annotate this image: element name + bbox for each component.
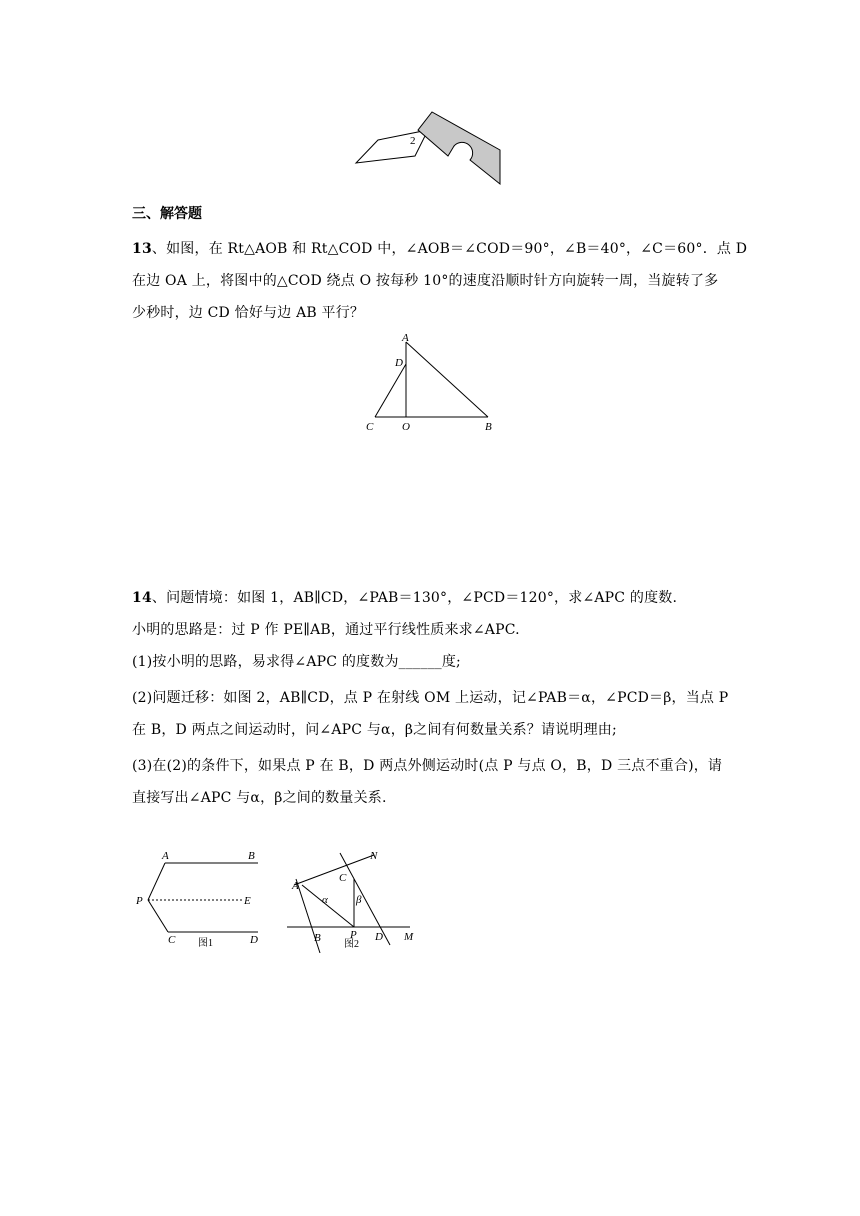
q14-line-2: 小明的思路是：过 P 作 PE∥AB，通过平行线性质来求∠APC. <box>132 622 520 638</box>
fig1-label-D: D <box>250 934 258 946</box>
fig1-caption: 图1 <box>198 938 213 949</box>
fig2-label-P: P <box>350 929 357 941</box>
fig2-caption: 图2 <box>344 939 359 950</box>
q14-line-6: (3)在(2)的条件下，如果点 P 在 B，D 两点外侧运动时(点 P 与点 O，B，D 三点不重合)，请 <box>132 758 723 774</box>
label-C: C <box>366 421 374 433</box>
fig2-label-C: C <box>339 872 347 884</box>
q13-line-3: 少秒时，边 CD 恰好与边 AB 平行？ <box>132 305 365 321</box>
fig2-label-N: N <box>370 850 378 862</box>
fig1-label-E: E <box>244 895 251 907</box>
q14-line-3: (1)按小明的思路，易求得∠APC 的度数为______度; <box>132 654 461 670</box>
folded-strip-figure <box>350 108 510 188</box>
fig1-label-B: B <box>248 850 255 862</box>
q14-line-5: 在 B，D 两点之间运动时，问∠APC 与α，β之间有何数量关系？请说明理由; <box>132 722 617 738</box>
strip-left-part <box>356 130 428 163</box>
q14-figure-1 <box>130 845 270 950</box>
q14-number: 14 <box>132 590 152 606</box>
label-D: D <box>395 357 403 369</box>
q14-line-4: (2)问题迁移：如图 2，AB∥CD，点 P 在射线 OM 上运动，记∠PAB＝α，∠PCD＝β，当点 P <box>132 690 729 706</box>
fig2-label-M: M <box>404 931 414 943</box>
fig1-label-A: A <box>162 850 169 862</box>
q13-figure <box>360 332 510 436</box>
fig2-label-beta: β <box>356 894 362 906</box>
angle-label-2: 2 <box>410 135 416 147</box>
label-B: B <box>485 421 492 433</box>
q13-line-2: 在边 OA 上，将图中的△COD 绕点 O 按每秒 10°的速度沿顺时针方向旋转一周，当旋转了多 <box>132 273 719 289</box>
q14-figure-2 <box>282 845 417 953</box>
q14-line-1: 14、问题情境：如图 1，AB∥CD，∠PAB＝130°，∠PCD＝120°，求∠APC 的度数. <box>132 590 678 606</box>
q13-number: 13 <box>132 241 152 257</box>
q14-line-7: 直接写出∠APC 与α，β之间的数量关系. <box>132 790 387 806</box>
fig2-label-D: D <box>375 931 383 943</box>
label-A: A <box>402 332 409 344</box>
label-O: O <box>402 421 410 433</box>
fig1-label-P: P <box>136 895 143 907</box>
section-title: 三、解答题 <box>132 206 202 222</box>
fig2-label-alpha: α <box>322 894 328 906</box>
fig2-label-B: B <box>314 932 321 944</box>
fig2-label-A: A <box>292 880 299 892</box>
fig1-label-C: C <box>168 934 176 946</box>
q13-line-1: 13、如图，在 Rt△AOB 和 Rt△COD 中，∠AOB＝∠COD＝90°，∠B＝40°，∠C＝60°．点 D <box>132 241 748 257</box>
